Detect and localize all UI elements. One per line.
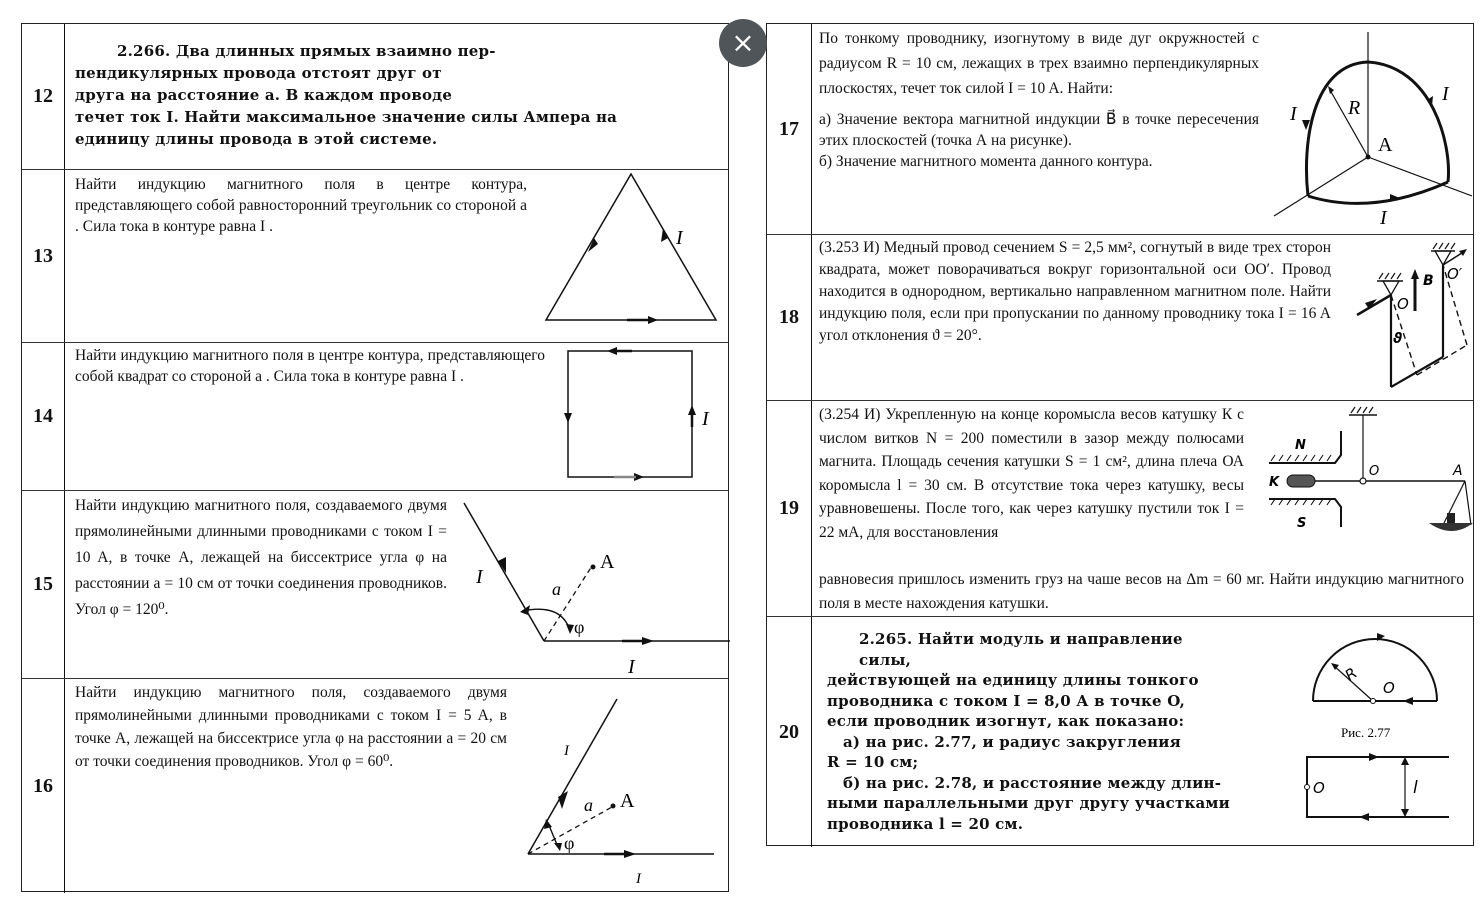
svg-text:O′: O′ (1447, 265, 1463, 283)
svg-text:I: I (636, 871, 641, 887)
svg-text:A: A (620, 790, 635, 812)
svg-text:I: I (476, 566, 483, 588)
svg-text:I: I (564, 743, 569, 759)
problem-number: 15 (22, 491, 65, 678)
svg-text:O: O (1369, 464, 1380, 479)
problem-row-17 (767, 24, 1473, 235)
problem-number: 17 (767, 24, 812, 234)
svg-text:Рис. 2.77: Рис. 2.77 (1341, 725, 1391, 740)
problem-row-20 (767, 617, 1473, 847)
svg-text:a: a (552, 579, 561, 599)
problem-row-14 (22, 343, 728, 491)
problem-row-13 (22, 170, 728, 343)
problem-number: 12 (22, 24, 65, 169)
problem-number: 19 (767, 401, 812, 616)
problem-text: Найти индукцию магнитного поля, создаваемого двумя прямолинейными длинными проводниками с током I = 10 A, в точке А, лежащей на биссектрисе угла φ на расстоянии a = 10 см от точки соединения проводников. Угол φ = 120⁰. (75, 497, 447, 618)
semicircle-and-loop-figures (1297, 621, 1472, 841)
svg-text:O: O (1313, 779, 1325, 797)
svg-text:I: I (1380, 207, 1387, 229)
three-arcs-circuit-figure (1272, 24, 1472, 234)
coil-balance-figure (1257, 403, 1473, 543)
problem-text: Найти индукцию магнитного поля, создаваемого двумя прямолинейными длинными проводниками с током I = 5 A, в точке А, лежащей на биссектрисе угла φ на расстоянии a = 20 см от точки соединения проводников. Угол φ = 60⁰. (75, 684, 507, 770)
svg-text:I: I (628, 656, 635, 678)
triangle-circuit-figure (542, 170, 722, 330)
problem-row-12 (22, 24, 728, 170)
square-circuit-figure (562, 343, 722, 488)
svg-text:I: I (702, 408, 709, 430)
left-problem-table (21, 23, 729, 892)
problem-text: (3.254 И) Укрепленную на конце коромысла весов катушку К с числом витков N = 200 поместили в зазор между полюсами магнита. Площадь сечения катушки S = 1 см², длина плеча ОА коромысла l = 30 см. В отсутствие тока через катушку, весы уравновешены. После того, как через катушку пустили ток I = 22 мА, для восстановления (819, 406, 1244, 541)
svg-text:I: I (1290, 103, 1297, 125)
svg-text:O: O (1383, 679, 1395, 697)
problem-number: 18 (767, 235, 812, 400)
svg-text:A: A (600, 551, 615, 573)
svg-text:l: l (1413, 778, 1418, 798)
svg-text:a: a (584, 795, 593, 815)
problem-row-19 (767, 401, 1473, 617)
problem-text: Найти индукцию магнитного поля в центре контура, представляющего собой равносторонний треугольник со стороной a . Сила тока в контуре равна I . (75, 176, 527, 235)
svg-text:I: I (1442, 83, 1449, 105)
svg-text:O: O (1397, 295, 1409, 313)
svg-text:A: A (1378, 134, 1393, 156)
svg-text:N: N (1295, 438, 1306, 453)
problem-row-16 (22, 679, 728, 893)
svg-text:φ: φ (574, 617, 585, 637)
close-icon: × (731, 26, 755, 59)
problem-text: 2.265. Найти модуль и направление силы, действующей на единицу длины тонкого проводника с током I = 8,0 А в точке O, если проводник изогнут, как показано: а) на рис. 2.77, и радиус закругления R = 10 см; б) на рис. 2.78, и расстояние между длин- ными параллельными друг другу участками проводника l = 20 см. (827, 630, 1230, 833)
problem-text: Найти индукцию магнитного поля в центре контура, представляющего собой квадрат со стороной a . Сила тока в контуре равна I . (75, 347, 545, 385)
problem-text: 2.266. Два длинных прямых взаимно пер- пендикулярных провода отстоят друг от друга на расстояние a. В каждом проводе течет ток I. Найти максимальное значение силы Ампера на единицу длины провода в этой системе. (75, 42, 618, 148)
problem-row-18 (767, 235, 1473, 401)
problem-text: (3.253 И) Медный провод сечением S = 2,5 мм², согнутый в виде трех сторон квадрата, может поворачиваться вокруг горизонтальной оси OO′. Провод находится в однородном, вертикально направленном магнитном поле. Найти индукцию поля, если при пропускании по данному проводнику тока I = 16 A угол отклонения ϑ = 20°. (819, 239, 1331, 344)
problem-number: 20 (767, 617, 812, 847)
angled-wires-120-figure (462, 491, 730, 679)
problem-number: 13 (22, 170, 65, 342)
problem-text-tail: равновесия пришлось изменить груз на чаше весов на Δm = 60 мг. Найти индукцию магнитного поля в месте нахождения катушки. (819, 571, 1464, 612)
right-problem-table (766, 23, 1474, 846)
svg-text:K: K (1269, 475, 1280, 490)
problem-number: 16 (22, 679, 65, 893)
svg-text:R: R (1341, 663, 1361, 685)
svg-text:S: S (1297, 516, 1307, 531)
svg-text:R: R (1348, 97, 1361, 119)
svg-text:A: A (1453, 463, 1463, 479)
problem-number: 14 (22, 343, 65, 490)
problem-text: По тонкому проводнику, изогнутому в виде дуг окружностей с радиусом R = 10 см, лежащих в трех взаимно перпендикулярных плоскостях, течет ток силой I = 10 A. Найти: а) Значение вектора магнитной индукции B⃗ в точке пересечения этих плоскостей (точка А на рисунке). б) Значение магнитного момента данного контура. (819, 30, 1259, 170)
close-button[interactable] (719, 19, 767, 67)
svg-text:B: B (1423, 273, 1434, 289)
angled-wires-60-figure (522, 679, 730, 893)
bent-wire-pendulum-figure (1347, 235, 1472, 400)
svg-text:ϑ: ϑ (1393, 331, 1403, 347)
problem-row-15 (22, 491, 728, 679)
svg-text:φ: φ (564, 833, 575, 853)
svg-text:I: I (676, 227, 683, 249)
